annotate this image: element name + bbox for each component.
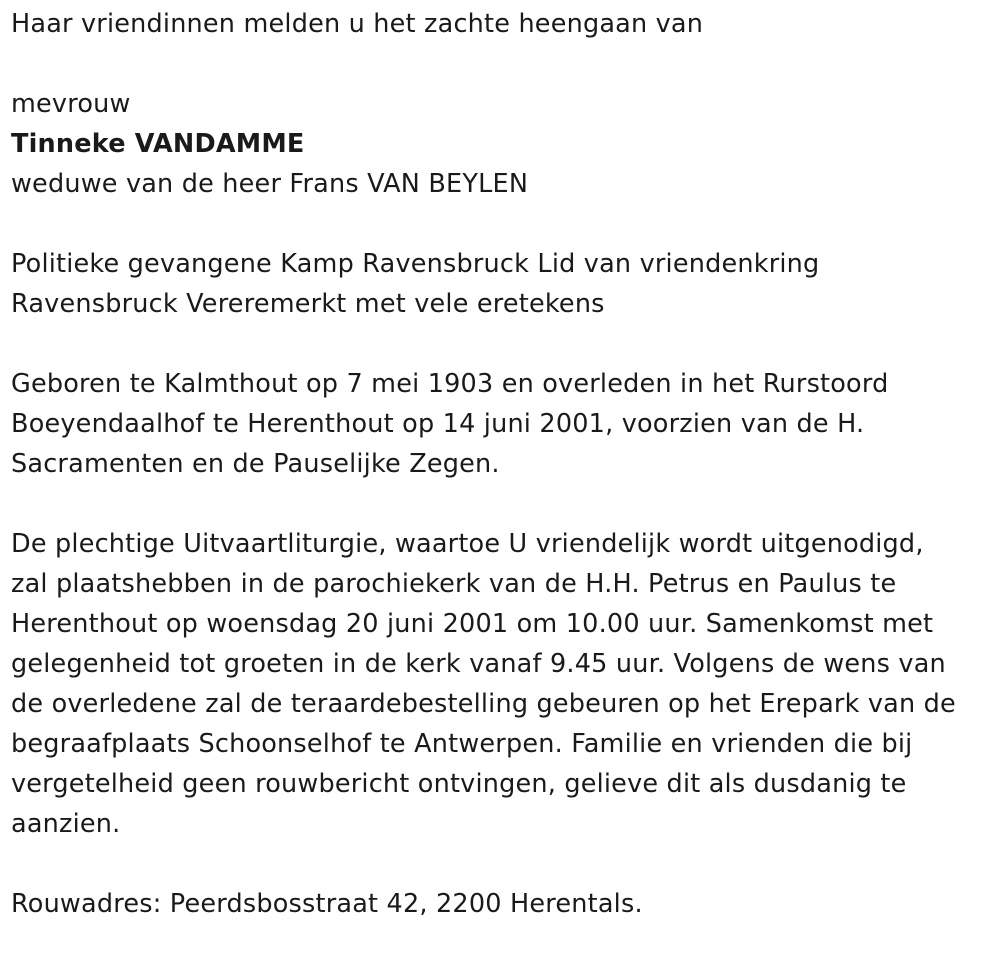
funeral-line: Herenthout op woensdag 20 juni 2001 om 10.00 uur. Samenkomst met: [11, 609, 934, 639]
spacer: [11, 484, 991, 524]
spacer: [11, 44, 991, 84]
obituary-notice: [11, 4, 991, 924]
spacer: [11, 324, 991, 364]
deceased-title: mevrouw: [11, 89, 131, 119]
funeral-line: begraafplaats Schoonselhof te Antwerpen. Familie en vrienden die bij: [11, 729, 913, 759]
funeral-line: de overledene zal de teraardebestelling gebeuren op het Erepark van de: [11, 689, 956, 719]
intro-text: Haar vriendinnen melden u het zachte heengaan van: [11, 9, 704, 39]
spacer: [11, 844, 991, 884]
honors-line: Ravensbruck Vereremerkt met vele eretekens: [11, 289, 605, 319]
spacer: [11, 204, 991, 244]
birth-death-line: Boeyendaalhof te Herenthout op 14 juni 2001, voorzien van de H.: [11, 409, 865, 439]
funeral-line: zal plaatshebben in de parochiekerk van de H.H. Petrus en Paulus te: [11, 569, 897, 599]
birth-death-line: Sacramenten en de Pauselijke Zegen.: [11, 449, 500, 479]
deceased-name: Tinneke VANDAMME: [11, 129, 305, 159]
birth-death-line: Geboren te Kalmthout op 7 mei 1903 en overleden in het Rurstoord: [11, 369, 889, 399]
funeral-line: vergetelheid geen rouwbericht ontvingen, gelieve dit als dusdanig te: [11, 769, 907, 799]
funeral-paragraph: [11, 524, 991, 844]
honors-paragraph: [11, 244, 991, 324]
mourning-address: Rouwadres: Peerdsbosstraat 42, 2200 Herentals.: [11, 889, 643, 919]
widow-of-text: weduwe van de heer Frans VAN BEYLEN: [11, 169, 529, 199]
birth-death-paragraph: [11, 364, 991, 484]
funeral-line: gelegenheid tot groeten in de kerk vanaf 9.45 uur. Volgens de wens van: [11, 649, 946, 679]
funeral-line: De plechtige Uitvaartliturgie, waartoe U vriendelijk wordt uitgenodigd,: [11, 529, 924, 559]
honors-line: Politieke gevangene Kamp Ravensbruck Lid van vriendenkring: [11, 249, 820, 279]
funeral-line: aanzien.: [11, 809, 121, 839]
